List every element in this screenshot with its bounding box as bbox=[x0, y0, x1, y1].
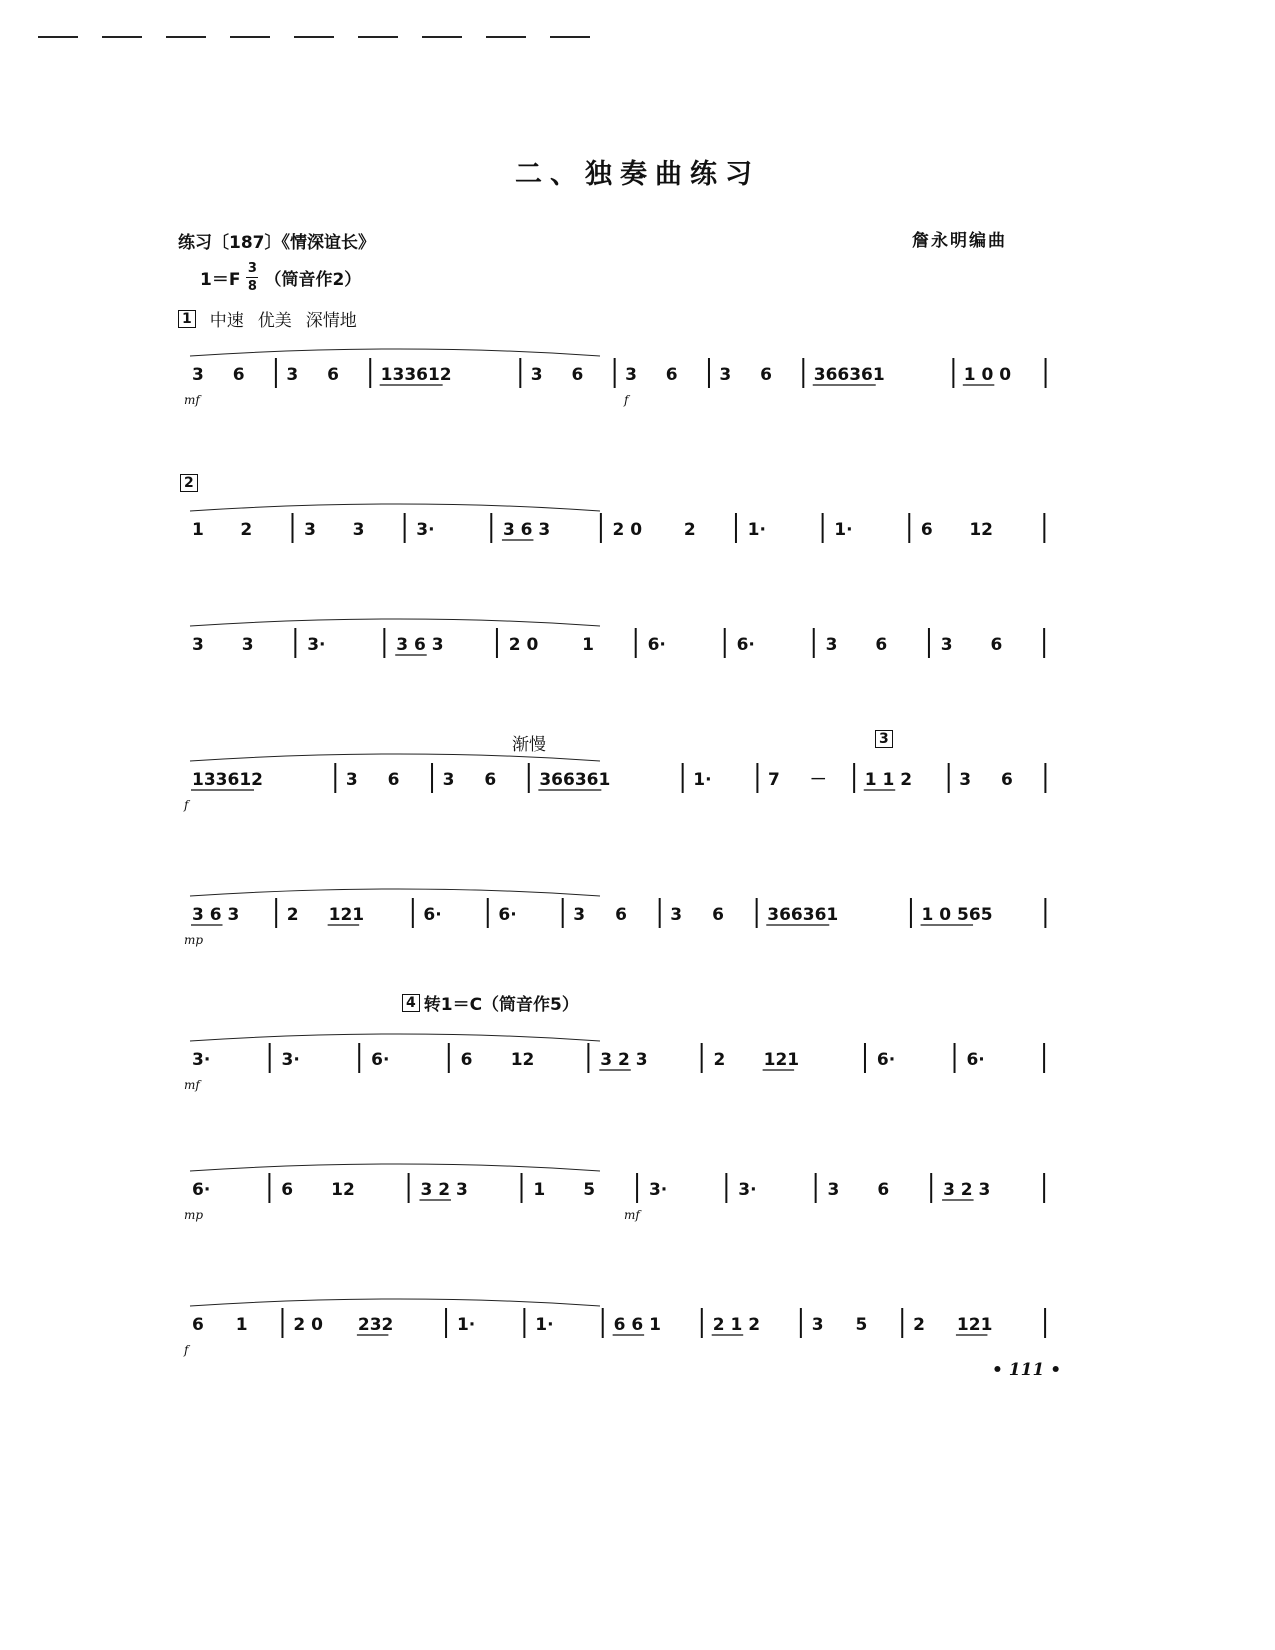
note-group: 1· bbox=[456, 1315, 476, 1335]
time-sig-top: 3 bbox=[247, 261, 257, 276]
note-group: 3 bbox=[573, 905, 586, 925]
note-group: 133612 bbox=[380, 365, 452, 385]
note-group: 3· bbox=[416, 520, 435, 540]
note-group: 3 bbox=[940, 635, 953, 655]
tempo-mark-1: 优美 bbox=[257, 311, 292, 331]
note-group: 2 bbox=[913, 1315, 925, 1335]
note-group: 2 bbox=[683, 520, 696, 540]
note-group: 6 bbox=[760, 365, 772, 385]
slur-arc bbox=[190, 504, 600, 511]
note-group: 3 bbox=[959, 770, 972, 790]
note-group: 121 bbox=[763, 1050, 800, 1070]
note-group: 6 bbox=[1001, 770, 1013, 790]
section-number-1: 1 bbox=[178, 310, 196, 328]
note-group: 1· bbox=[747, 520, 766, 540]
note-group: 3 bbox=[192, 635, 204, 655]
tempo-change: 渐慢 bbox=[512, 735, 546, 755]
note-group: 6 bbox=[712, 905, 725, 925]
exercise-label: 练习〔187〕《情深谊长》 bbox=[178, 233, 375, 253]
key-signature bbox=[200, 262, 361, 293]
tempo-mark-0: 中速 bbox=[209, 311, 244, 331]
note-group: 3 6 3 bbox=[396, 635, 444, 655]
notation-row bbox=[180, 620, 1060, 680]
note-group: 3 bbox=[719, 365, 732, 385]
note-group: 6 6 1 bbox=[613, 1315, 661, 1335]
notation-row bbox=[180, 1035, 1060, 1095]
note-group: 2 0 bbox=[293, 1315, 323, 1335]
note-group: 2 bbox=[240, 520, 253, 540]
dynamic-mark: mf bbox=[184, 1078, 200, 1092]
note-group: 1 bbox=[192, 520, 204, 540]
note-group: 6 bbox=[387, 770, 400, 790]
slur-arc bbox=[190, 1164, 600, 1171]
key-text: 1＝F bbox=[200, 270, 241, 290]
note-group: 6 bbox=[192, 1315, 204, 1335]
note-group: 6· bbox=[371, 1050, 390, 1070]
note-group: 3 bbox=[827, 1180, 840, 1200]
note-group: 6 bbox=[460, 1050, 473, 1070]
slur-arc bbox=[190, 619, 600, 626]
note-group: 6 bbox=[875, 635, 888, 655]
note-group: － bbox=[809, 770, 827, 790]
note-group: 3· bbox=[738, 1180, 757, 1200]
note-group: 366361 bbox=[767, 905, 839, 925]
note-group: 6 bbox=[281, 1180, 294, 1200]
note-group: 3 2 3 bbox=[943, 1180, 991, 1200]
note-group: 6 bbox=[665, 365, 678, 385]
section-mark-2 bbox=[180, 474, 198, 492]
dynamic-mark: mf bbox=[184, 393, 200, 407]
note-group: 3 bbox=[345, 770, 358, 790]
note-group: 6 bbox=[877, 1180, 890, 1200]
note-group: 6 bbox=[327, 365, 339, 385]
notation-row-svg bbox=[180, 1035, 1060, 1095]
dynamic-mark: f bbox=[184, 798, 189, 812]
dynamic-mark: mp bbox=[184, 933, 204, 947]
note-group: 6· bbox=[876, 1050, 896, 1070]
notation-row-svg bbox=[180, 505, 1060, 565]
dynamic-mark: mp bbox=[184, 1208, 204, 1222]
note-group: 6 bbox=[615, 905, 628, 925]
note-group: 1· bbox=[693, 770, 712, 790]
note-group: 1 bbox=[235, 1315, 248, 1335]
note-group: 3 2 3 bbox=[420, 1180, 468, 1200]
note-group: 3 bbox=[286, 365, 299, 385]
note-group: 12 bbox=[510, 1050, 535, 1070]
note-group: 6 bbox=[920, 520, 933, 540]
slur-arc bbox=[190, 1034, 600, 1041]
note-group: 1 0 565 bbox=[921, 905, 993, 925]
note-group: 3· bbox=[281, 1050, 300, 1070]
note-group: 12 bbox=[969, 520, 994, 540]
note-group: 3· bbox=[192, 1050, 211, 1070]
note-group: 6· bbox=[192, 1180, 211, 1200]
notation-row bbox=[180, 350, 1060, 410]
note-group: 3 bbox=[811, 1315, 824, 1335]
composer-credit: 詹永明编曲 bbox=[912, 231, 1007, 251]
note-group: 3 2 3 bbox=[600, 1050, 648, 1070]
section-4-text: 转1＝C（筒音作5） bbox=[423, 995, 579, 1015]
note-group: 6· bbox=[423, 905, 442, 925]
note-group: 1· bbox=[535, 1315, 554, 1335]
note-group: 2 0 bbox=[508, 635, 539, 655]
note-group: 6· bbox=[498, 905, 517, 925]
note-group: 6 bbox=[484, 770, 497, 790]
note-group: 121 bbox=[328, 905, 365, 925]
note-group: 7 bbox=[768, 770, 780, 790]
note-group: 6· bbox=[736, 635, 755, 655]
notation-row-svg bbox=[180, 755, 1060, 815]
slur-arc bbox=[190, 754, 600, 761]
note-group: 3 bbox=[825, 635, 838, 655]
note-group: 366361 bbox=[539, 770, 611, 790]
note-group: 1· bbox=[834, 520, 853, 540]
notation-row bbox=[180, 1300, 1060, 1360]
note-group: 12 bbox=[331, 1180, 355, 1200]
notation-row-svg bbox=[180, 1300, 1060, 1360]
key-note: （筒音作2） bbox=[264, 270, 362, 290]
notation-row-svg bbox=[180, 1165, 1060, 1225]
note-group: 3 bbox=[530, 365, 543, 385]
note-group: 121 bbox=[956, 1315, 993, 1335]
note-group: 3 6 3 bbox=[192, 905, 240, 925]
notation-row bbox=[180, 755, 1060, 815]
dynamic-mark: f bbox=[624, 393, 629, 407]
header-dash-rule bbox=[38, 36, 590, 38]
notation-row-svg bbox=[180, 620, 1060, 680]
note-group: 3 bbox=[670, 905, 683, 925]
note-group: 2 1 2 bbox=[712, 1315, 761, 1335]
note-group: 3 bbox=[304, 520, 316, 540]
section-number-3: 3 bbox=[875, 730, 893, 748]
tempo-mark-2: 深情地 bbox=[305, 311, 357, 331]
note-group: 2 bbox=[286, 905, 299, 925]
slur-arc bbox=[190, 889, 600, 896]
section-mark-3 bbox=[875, 730, 893, 748]
note-group: 3 bbox=[442, 770, 455, 790]
notation-row-svg bbox=[180, 350, 1060, 410]
note-group: 5 bbox=[855, 1315, 868, 1335]
notation-row bbox=[180, 890, 1060, 950]
note-group: 366361 bbox=[813, 365, 885, 385]
note-group: 6 bbox=[232, 365, 245, 385]
note-group: 3 6 3 bbox=[502, 520, 551, 540]
note-group: 5 bbox=[583, 1180, 596, 1200]
note-group: 3 bbox=[625, 365, 637, 385]
dynamic-mark: mf bbox=[624, 1208, 640, 1222]
note-group: 1 1 2 bbox=[864, 770, 913, 790]
page-number: • 111 • bbox=[992, 1360, 1062, 1380]
note-group: 232 bbox=[357, 1315, 394, 1335]
note-group: 133612 bbox=[192, 770, 263, 790]
slur-arc bbox=[190, 1299, 600, 1306]
note-group: 3 bbox=[192, 365, 204, 385]
note-group: 3 bbox=[352, 520, 365, 540]
note-group: 1 bbox=[533, 1180, 546, 1200]
notation-row bbox=[180, 1165, 1060, 1225]
page-title: 二、独奏曲练习 bbox=[515, 159, 760, 190]
tempo-marking bbox=[178, 306, 357, 331]
note-group: 1 bbox=[582, 635, 594, 655]
section-number-2: 2 bbox=[180, 474, 198, 492]
time-sig-bottom: 8 bbox=[247, 279, 257, 294]
section-mark-4 bbox=[402, 990, 579, 1015]
time-signature bbox=[246, 262, 258, 293]
notation-row-svg bbox=[180, 890, 1060, 950]
note-group: 1 0 0 bbox=[963, 365, 1012, 385]
note-group: 2 bbox=[713, 1050, 726, 1070]
notation-row bbox=[180, 505, 1060, 565]
note-group: 6 bbox=[990, 635, 1003, 655]
section-number-4: 4 bbox=[402, 994, 420, 1012]
note-group: 3· bbox=[648, 1180, 668, 1200]
note-group: 3· bbox=[307, 635, 326, 655]
note-group: 6· bbox=[647, 635, 666, 655]
note-group: 6· bbox=[966, 1050, 985, 1070]
note-group: 6 bbox=[571, 365, 584, 385]
dynamic-mark: f bbox=[184, 1343, 189, 1357]
note-group: 2 0 bbox=[612, 520, 643, 540]
note-group: 3 bbox=[241, 635, 254, 655]
slur-arc bbox=[190, 349, 600, 356]
